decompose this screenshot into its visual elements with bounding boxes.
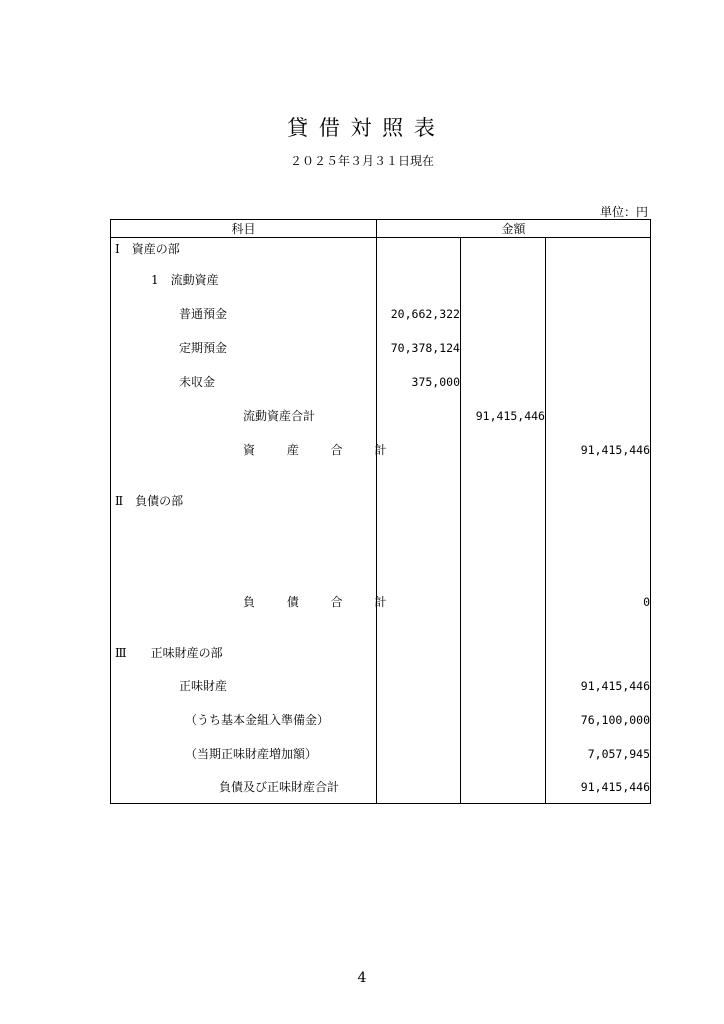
time-deposit-value: 70,378,124 (377, 331, 461, 365)
endowment-reserve-value: 76,100,000 (546, 703, 651, 737)
table-row (111, 331, 651, 365)
table-row (111, 467, 651, 517)
liabilities-total-value: 0 (546, 585, 651, 619)
table-row (111, 619, 651, 669)
net-assets-label: 正味財産 (111, 669, 377, 703)
table-row (111, 669, 651, 703)
current-assets-total-label: 流動資産合計 (111, 399, 377, 433)
net-assets-increase-value: 7,057,945 (546, 737, 651, 771)
table-row (111, 771, 651, 804)
table-header-row (111, 220, 651, 238)
current-assets-total-value: 91,415,446 (461, 399, 546, 433)
header-amount: 金額 (377, 220, 651, 238)
assets-total-value: 91,415,446 (546, 433, 651, 467)
page-number: 4 (357, 970, 367, 986)
liabilities-total-label: 負 債 合 計 (111, 585, 377, 619)
table-row (111, 238, 651, 263)
ordinary-deposit-label: 普通預金 (111, 297, 377, 331)
section-liabilities-label: Ⅱ 負債の部 (111, 467, 377, 517)
unit-label: 単位：円 (599, 205, 648, 219)
table-row (111, 297, 651, 331)
table-row (111, 737, 651, 771)
ordinary-deposit-value: 20,662,322 (377, 297, 461, 331)
table-row (111, 399, 651, 433)
balance-sheet-table (110, 219, 651, 804)
section-assets-label: Ⅰ 資産の部 (111, 238, 377, 263)
table-row (111, 585, 651, 619)
report-date: ２０２５年３月３１日現在 (289, 154, 434, 168)
document-title: 貸 借 対 照 表 (287, 116, 437, 140)
net-assets-increase-label: （当期正味財産増加額） (111, 737, 377, 771)
net-assets-value: 91,415,446 (546, 669, 651, 703)
table-row (111, 703, 651, 737)
assets-total-label: 資 産 合 計 (111, 433, 377, 467)
grand-total-value: 91,415,446 (546, 771, 651, 804)
endowment-reserve-label: （うち基本金組入準備金） (111, 703, 377, 737)
table-row (111, 433, 651, 467)
table-row (111, 365, 651, 399)
accounts-receivable-label: 未収金 (111, 365, 377, 399)
header-subject: 科目 (111, 220, 377, 238)
accounts-receivable-value: 375,000 (377, 365, 461, 399)
table-row (111, 517, 651, 585)
time-deposit-label: 定期預金 (111, 331, 377, 365)
grand-total-label: 負債及び正味財産合計 (111, 771, 377, 804)
current-assets-label: 1 流動資産 (111, 263, 377, 297)
section-net-assets-label: Ⅲ 正味財産の部 (111, 619, 377, 669)
table-row (111, 263, 651, 297)
